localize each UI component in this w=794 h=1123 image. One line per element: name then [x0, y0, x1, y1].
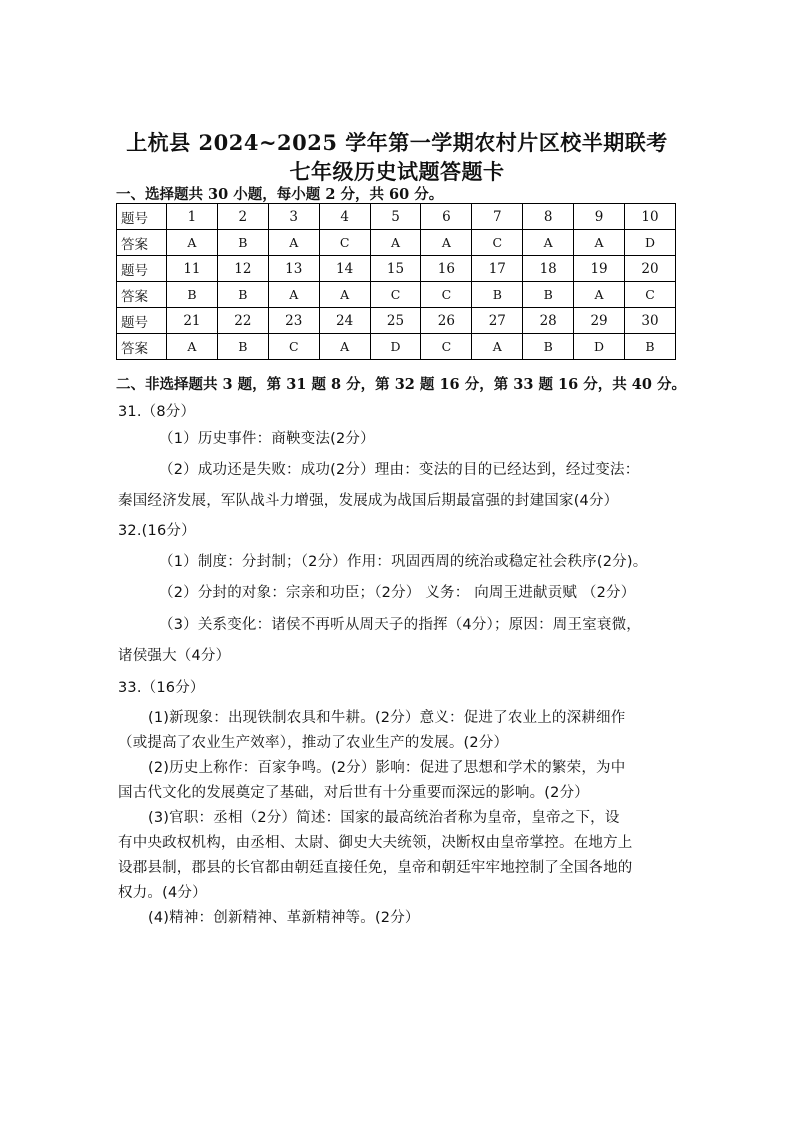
answer-cell: B — [523, 334, 574, 360]
question-number: 22 — [217, 308, 268, 334]
question-number: 6 — [421, 204, 472, 230]
question-number: 10 — [625, 204, 676, 230]
question-number: 2 — [217, 204, 268, 230]
answer-cell: C — [421, 334, 472, 360]
question-number: 30 — [625, 308, 676, 334]
answer-label: 答案 — [117, 282, 167, 308]
answer-cell: C — [268, 334, 319, 360]
question-number: 5 — [370, 204, 421, 230]
question-number: 3 — [268, 204, 319, 230]
question-number: 8 — [523, 204, 574, 230]
q32-part3: （3）关系变化：诸侯不再听从周天子的指挥（4分）；原因：周王室衰微， — [159, 617, 641, 633]
question-number: 4 — [319, 204, 370, 230]
question-number: 24 — [319, 308, 370, 334]
answer-cell: A — [319, 334, 370, 360]
answer-cell: A — [167, 230, 218, 256]
page-subtitle: 七年级历史试题答题卡 — [289, 159, 505, 184]
question-number: 1 — [167, 204, 218, 230]
table-row-question — [117, 308, 676, 334]
answer-label: 答案 — [117, 230, 167, 256]
answer-table — [116, 203, 676, 360]
answer-cell: A — [421, 230, 472, 256]
q31-part1: （1）历史事件：商鞅变法(2分） — [159, 431, 375, 447]
question-number: 18 — [523, 256, 574, 282]
question-number: 17 — [472, 256, 523, 282]
answer-cell: A — [319, 282, 370, 308]
question-number: 28 — [523, 308, 574, 334]
answer-cell: C — [625, 282, 676, 308]
question-label: 题号 — [117, 204, 167, 230]
answer-cell: A — [370, 230, 421, 256]
q32-heading: 32.(16分） — [118, 523, 196, 539]
question-label: 题号 — [117, 308, 167, 334]
answer-cell: A — [574, 282, 625, 308]
q33-part1: (1)新现象：出现铁制农具和牛耕。(2分）意义：促进了农业上的深耕细作 — [148, 710, 626, 726]
q32-part3-cont: 诸侯强大（4分） — [118, 648, 231, 664]
q33-part3-cont3: 权力。(4分） — [118, 885, 207, 901]
q33-heading: 33.（16分） — [118, 680, 205, 696]
table-row-answer — [117, 282, 676, 308]
section1-heading: 一、选择题共 30 小题，每小题 2 分，共 60 分。 — [116, 186, 444, 203]
q33-part2: (2)历史上称作：百家争鸣。(2分）影响：促进了思想和学术的繁荣，为中 — [148, 760, 626, 776]
q31-part2-cont: 秦国经济发展，军队战斗力增强，发展成为战国后期最富强的封建国家(4分） — [118, 493, 619, 509]
q31-heading: 31.（8分） — [118, 404, 196, 420]
answer-cell: C — [421, 282, 472, 308]
answer-cell: A — [167, 334, 218, 360]
question-number: 23 — [268, 308, 319, 334]
answer-cell: D — [574, 334, 625, 360]
page-title: 上杭县 2024~2025 学年第一学期农村片区校半期联考 — [126, 130, 668, 155]
table-row-question — [117, 204, 676, 230]
question-number: 16 — [421, 256, 472, 282]
question-number: 20 — [625, 256, 676, 282]
question-number: 9 — [574, 204, 625, 230]
table-row-question — [117, 256, 676, 282]
question-label: 题号 — [117, 256, 167, 282]
answer-cell: C — [370, 282, 421, 308]
answer-cell: B — [217, 230, 268, 256]
question-number: 7 — [472, 204, 523, 230]
answer-cell: D — [370, 334, 421, 360]
question-number: 25 — [370, 308, 421, 334]
answer-cell: A — [268, 230, 319, 256]
table-row-answer — [117, 334, 676, 360]
answer-cell: B — [217, 334, 268, 360]
q33-part3: (3)官职：丞相（2分）简述：国家的最高统治者称为皇帝，皇帝之下，设 — [148, 810, 620, 826]
answer-cell: A — [472, 334, 523, 360]
answer-cell: B — [217, 282, 268, 308]
q33-part1-cont: （或提高了农业生产效率），推动了农业生产的发展。(2分） — [118, 735, 509, 751]
table-row-answer — [117, 230, 676, 256]
answer-cell: B — [472, 282, 523, 308]
section2-heading: 二、非选择题共 3 题，第 31 题 8 分，第 32 题 16 分，第 33 题 16 分，共 40 分。 — [116, 376, 687, 393]
question-number: 15 — [370, 256, 421, 282]
answer-cell: A — [574, 230, 625, 256]
question-number: 29 — [574, 308, 625, 334]
answer-cell: C — [319, 230, 370, 256]
q33-part4: (4)精神：创新精神、革新精神等。(2分） — [148, 910, 420, 926]
question-number: 12 — [217, 256, 268, 282]
q33-part3-cont2: 设郡县制，郡县的长官都由朝廷直接任免，皇帝和朝廷牢牢地控制了全国各地的 — [118, 860, 633, 876]
question-number: 21 — [167, 308, 218, 334]
q33-part2-cont: 国古代文化的发展奠定了基础，对后世有十分重要而深远的影响。(2分） — [118, 785, 589, 801]
q31-part2: （2）成功还是失败：成功(2分）理由：变法的目的已经达到，经过变法： — [159, 462, 640, 478]
q33-part3-cont1: 有中央政权机构，由丞相、太尉、御史大夫统领，决断权由皇帝掌控。在地方上 — [118, 835, 633, 851]
question-number: 26 — [421, 308, 472, 334]
answer-cell: A — [268, 282, 319, 308]
question-number: 19 — [574, 256, 625, 282]
question-number: 11 — [167, 256, 218, 282]
question-number: 27 — [472, 308, 523, 334]
answer-cell: A — [523, 230, 574, 256]
answer-cell: B — [625, 334, 676, 360]
answer-cell: B — [523, 282, 574, 308]
q32-part2: （2）分封的对象：宗亲和功臣；（2分） 义务： 向周王进献贡赋 （2分） — [159, 585, 636, 601]
question-number: 13 — [268, 256, 319, 282]
answer-cell: D — [625, 230, 676, 256]
answer-label: 答案 — [117, 334, 167, 360]
answer-cell: C — [472, 230, 523, 256]
q32-part1: （1）制度：分封制；（2分）作用：巩固西周的统治或稳定社会秩序(2分)。 — [159, 554, 648, 570]
answer-cell: B — [167, 282, 218, 308]
question-number: 14 — [319, 256, 370, 282]
